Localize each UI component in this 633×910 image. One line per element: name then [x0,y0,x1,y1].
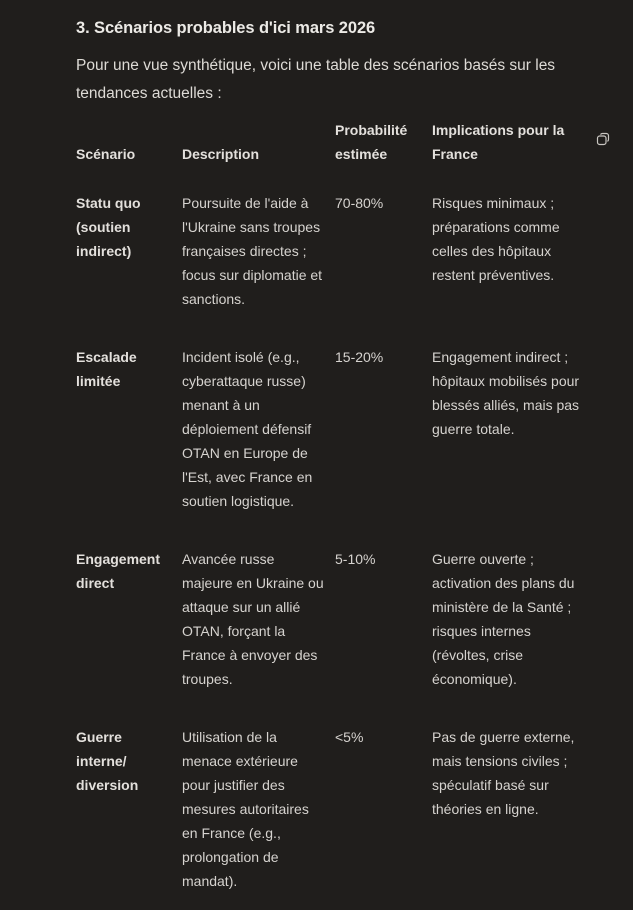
answer-content [76,16,596,910]
table-header-row [76,118,598,174]
scenarios-table [76,118,598,910]
table-row [76,174,598,328]
cell-scenario: Engagement direct [76,551,161,591]
table-row [76,708,598,910]
table-row [76,530,598,708]
cell-scenario: Guerre interne/ diversion [76,729,139,793]
cell-scenario: Escalade limitée [76,349,137,389]
cell-description: Incident isolé (e.g., cyberattaque russe) menant à un déploiement défensif OTAN en Europe de l'Est, avec France en soutien logistique. [182,349,313,509]
cell-probability: 70-80% [335,195,384,211]
cell-scenario: Statu quo (soutien indirect) [76,195,141,259]
scenarios-table-container [76,118,596,910]
cell-implications: Guerre ouverte ; activation des plans du ministère de la Santé ; risques internes (révoltes, crise économique). [432,551,575,687]
section-heading: 3. Scénarios probables d'ici mars 2026 [76,19,376,37]
header-probability: Probabilité estimée [335,122,408,162]
cell-implications: Engagement indirect ; hôpitaux mobilisés pour blessés alliés, mais pas guerre totale. [432,349,580,437]
header-implications: Implications pour la France [432,122,565,162]
cell-probability: 15-20% [335,349,384,365]
cell-implications: Risques minimaux ; préparations comme celles des hôpitaux restent préventives. [432,195,560,283]
header-description: Description [182,146,260,162]
intro-paragraph: Pour une vue synthétique, voici une table des scénarios basés sur les tendances actuelles : [76,57,556,102]
header-scenario: Scénario [76,146,136,162]
copy-icon [596,132,610,146]
copy-table-button[interactable] [596,132,610,146]
cell-probability: <5% [335,729,364,745]
cell-description: Avancée russe majeure en Ukraine ou attaque sur un allié OTAN, forçant la France à envoyer des troupes. [182,551,324,687]
cell-probability: 5-10% [335,551,376,567]
table-row [76,328,598,530]
cell-description: Poursuite de l'aide à l'Ukraine sans troupes françaises directes ; focus sur diplomatie et sanctions. [182,195,323,307]
cell-description: Utilisation de la menace extérieure pour justifier des mesures autoritaires en France (e.g., prolongation de mandat). [182,729,309,889]
cell-implications: Pas de guerre externe, mais tensions civiles ; spéculatif basé sur théories en ligne. [432,729,575,817]
